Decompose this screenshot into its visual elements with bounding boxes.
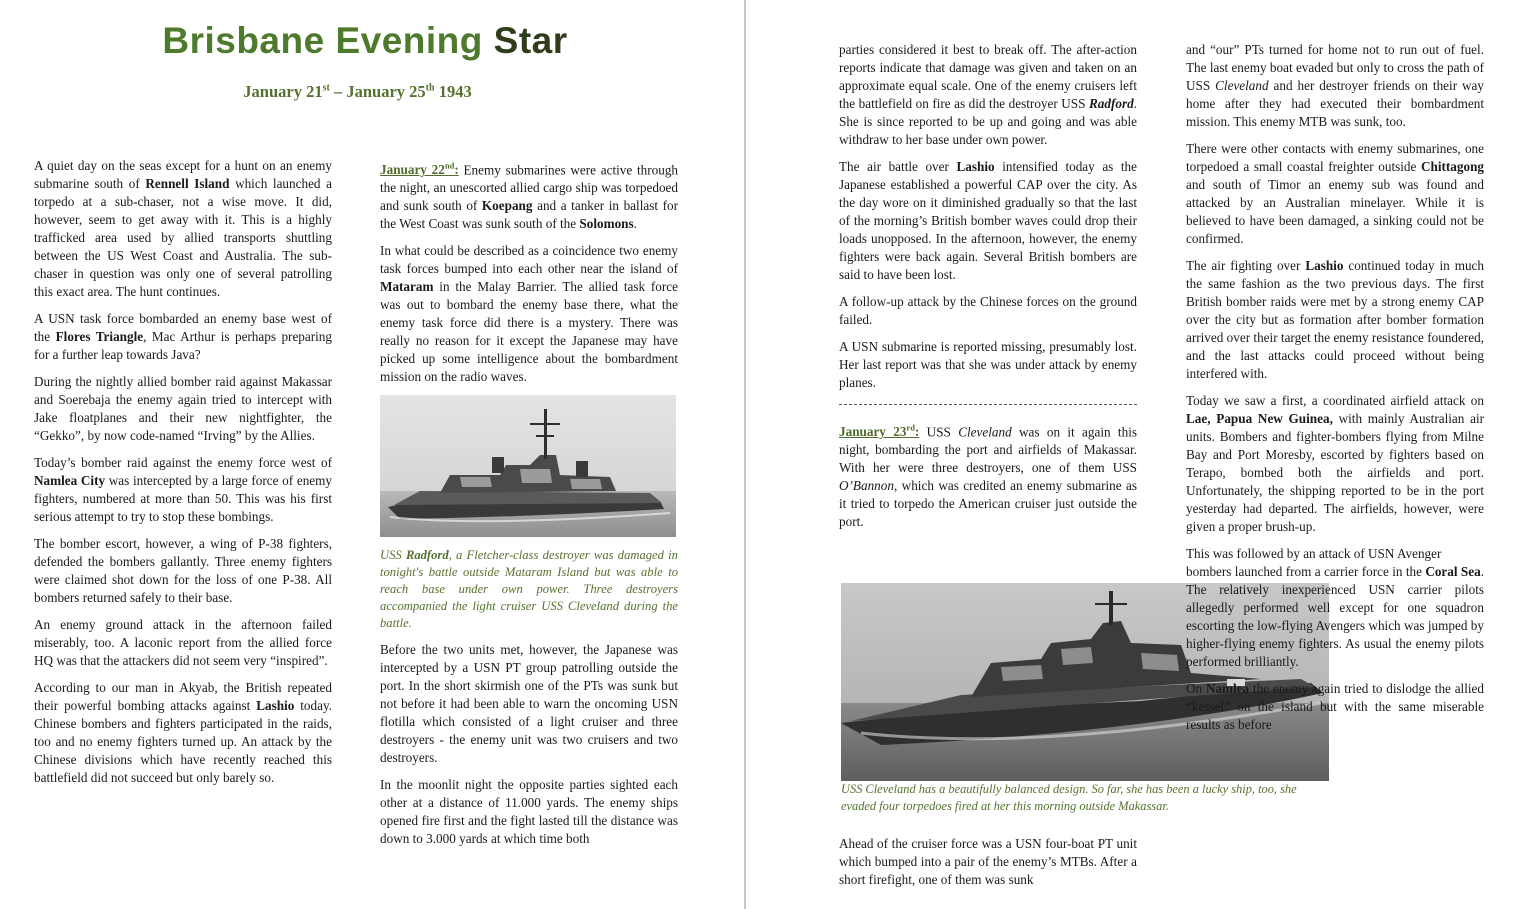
masthead-title — [0, 20, 730, 62]
radford-destroyer-photo — [380, 395, 676, 537]
paragraph: Ahead of the cruiser force was a USN four-boat PT unit which bumped into a pair of the enemy’s MTBs. After a short firefight, one of them was sunk — [839, 836, 1137, 887]
paragraph: The bomber escort, however, a wing of P-38 fighters, defended the bombers gallantly. Three enemy fighters were claimed shot down for the loss of one P-38. All bombers returned safely to their base. — [34, 536, 332, 605]
paragraph: The air battle over Lashio intensified today as the Japanese established a powerful CAP over the city. As the day wore on it diminished gradually so that the last of the morning’s British bomber waves could drop their loads unopposed. In the afternoon, however, the enemy fighters were back again. Several British bombers are said to have been lost. — [839, 159, 1138, 282]
paragraph: bombers launched from a carrier force in the Coral Sea. The relatively inexperienced USN carrier pilots allegedly performed well except for one squadron escorting the low-flying Avengers which was jumped by higher-flying enemy fighters. As usual the enemy pilots performed brilliantly. — [1186, 564, 1484, 669]
paragraph: This was followed by an attack of USN Avenger — [1186, 546, 1442, 561]
paragraph: On Namlea the enemy again tried to dislodge the allied “kessel” on the island but with the same miserable results as before — [1186, 681, 1484, 732]
left-page — [0, 0, 745, 909]
paragraph: parties considered it best to break off. The after-action reports indicate that damage was given and taken on an approximate equal scale. One of the enemy cruisers left the battlefield on fire as did the destroyer USS Radford. She is since reported to be up and going and was able withdraw to her base under own power. — [839, 42, 1137, 147]
article-column-4 — [1186, 41, 1484, 743]
paragraph: Before the two units met, however, the Japanese was intercepted by a USN PT group patrolling outside the port. In the short skirmish one of the PTs was sunk but not before it had been able to warn the oncoming USN flotilla which consisted of a light cruiser and three destroyers - the enemy unit was two cruisers and two destroyers. — [380, 642, 678, 766]
date-heading-jan22: January 22nd: — [380, 161, 459, 178]
paragraph: During the nightly allied bomber raid against Makassar and Soerebaja the enemy again tried to intercept with Jake floatplanes and their new nightfighter, the “Gekko”, by now code-named “Irving” by the Allies. — [34, 374, 332, 443]
paragraph: The air fighting over Lashio continued today in much the same fashion as the two previous days. The first British bomber raids were met by a strong enemy CAP over the city but as formation after bomber formation arrived over their target the enemy resistance foundered, and the last attacks could proceed without being interfered with. — [1186, 258, 1484, 381]
article-column-1 — [34, 157, 332, 796]
paragraph: A USN task force bombarded an enemy base west of the Flores Triangle, Mac Arthur is perhaps preparing for a further leap towards Java? — [34, 311, 332, 362]
paragraph: In what could be described as a coincidence two enemy task forces bumped into each other near the island of Mataram in the Malay Barrier. The allied task force was out to bombard the enemy base there, what the enemy task force did there is a mystery. There was really no reason for it except the Japanese may have picked up some intelligence about the bombardment mission on the radio waves. — [380, 243, 678, 385]
dateline-end: January 25 — [346, 82, 426, 101]
paragraph: According to our man in Akyab, the British repeated their powerful bombing attacks against Lashio today. Chinese bombers and fighters participated in the raids, too and no enemy fighters turned up. An attack by the Chinese divisions which have recently reached this battlefield did not succeed but only barely so. — [34, 680, 332, 785]
paragraph: There were other contacts with enemy submarines, one torpedoed a small coastal freighter outside Chittagong and south of Timor an enemy sub was found and attacked by an Australian minelayer. While it is believed to have been damaged, a sinking could not be confirmed. — [1186, 141, 1484, 246]
paragraph: January 23rd: USS Cleveland was on it again this night, bombarding the port and airfields of Makassar. With her were three destroyers, one of them USS O’Bannon, which was credited an enemy submarine as it tried to torpedo the American cruiser just outside the port. — [839, 423, 1137, 530]
radford-photo-caption: USS Radford, a Fletcher-class destroyer was damaged in tonight's battle outside Mataram Island but was able to reach base under own power. Three destroyers accompanied the light cruiser USS Cleveland during the battle. — [380, 548, 678, 631]
cleveland-photo-caption: USS Cleveland has a beautifully balanced design. So far, she has been a lucky ship, too, she evaded four torpedoes fired at her this morning outside Makassar. — [841, 782, 1297, 813]
article-column-3-continued — [839, 835, 1137, 898]
paragraph: Today’s bomber raid against the enemy force west of Namlea City was intercepted by a large force of enemy fighters, numbered at more than 50. This was his first serious attempt to try to stop these bombings. — [34, 455, 333, 524]
article-column-2 — [380, 157, 678, 857]
article-column-3 — [839, 41, 1137, 540]
section-divider — [839, 404, 1137, 405]
paragraph: A quiet day on the seas except for a hunt on an enemy submarine south of Rennell Island which launched a torpedo at a sub-chaser, not a wise move. It did, however, seem to get away with it. This is a highly trafficked area used by allied transports shuttling between the US West Coast and Australia. The sub-chaser in question was only one of several patrolling this exact area. The hunt continues. — [34, 158, 332, 299]
paragraph: and “our” PTs turned for home not to run out of fuel. The last enemy boat evaded but only to cross the path of USS Cleveland and her destroyer friends on their way home after they had executed their bombardment mission. This enemy MTB was sunk, too. — [1186, 42, 1484, 129]
dateline-start: January 21 — [243, 82, 323, 101]
paragraph: An enemy ground attack in the afternoon failed miserably, too. A laconic report from the allied force HQ was that the attackers did not seem very “inspired”. — [34, 617, 332, 668]
masthead-title-star: Star — [493, 20, 568, 61]
paragraph: A follow-up attack by the Chinese forces on the ground failed. — [839, 294, 1137, 327]
paragraph: In the moonlit night the opposite parties sighted each other at a distance of 11.000 yards. The enemy ships opened fire first and the fight lasted till the distance was down to 3.000 yards at which time both — [380, 777, 678, 847]
dateline — [0, 82, 715, 102]
paragraph: January 22nd: Enemy submarines were active through the night, an unescorted allied cargo ship was torpedoed and sunk south of Koepang and a tanker in ballast for the West Coast was sunk south of the Solomons. — [380, 161, 679, 232]
dateline-separator: – — [329, 82, 347, 101]
right-page — [747, 0, 1513, 909]
paragraph: A USN submarine is reported missing, presumably lost. Her last report was that she was under attack by enemy planes. — [839, 339, 1137, 390]
paragraph: Today we saw a first, a coordinated airfield attack on Lae, Papua New Guinea, with mainly Australian air units. Bombers and fighter-bombers flying from Milne Bay and Port Moresby, escorted by fighters based on Terapo, bombed both the airfields and port. Unfortunately, the shipping reported to be in the port yesterday had departed. The airfields, however, were given a proper brush-up. — [1186, 393, 1485, 534]
date-heading-jan23: January 23rd: — [839, 423, 920, 440]
dateline-end-suffix: th — [425, 82, 435, 94]
page-gutter — [744, 0, 746, 909]
masthead-title-main: Brisbane Evening — [162, 20, 483, 61]
dateline-year: 1943 — [434, 82, 472, 101]
dateline-start-suffix: st — [322, 82, 330, 94]
